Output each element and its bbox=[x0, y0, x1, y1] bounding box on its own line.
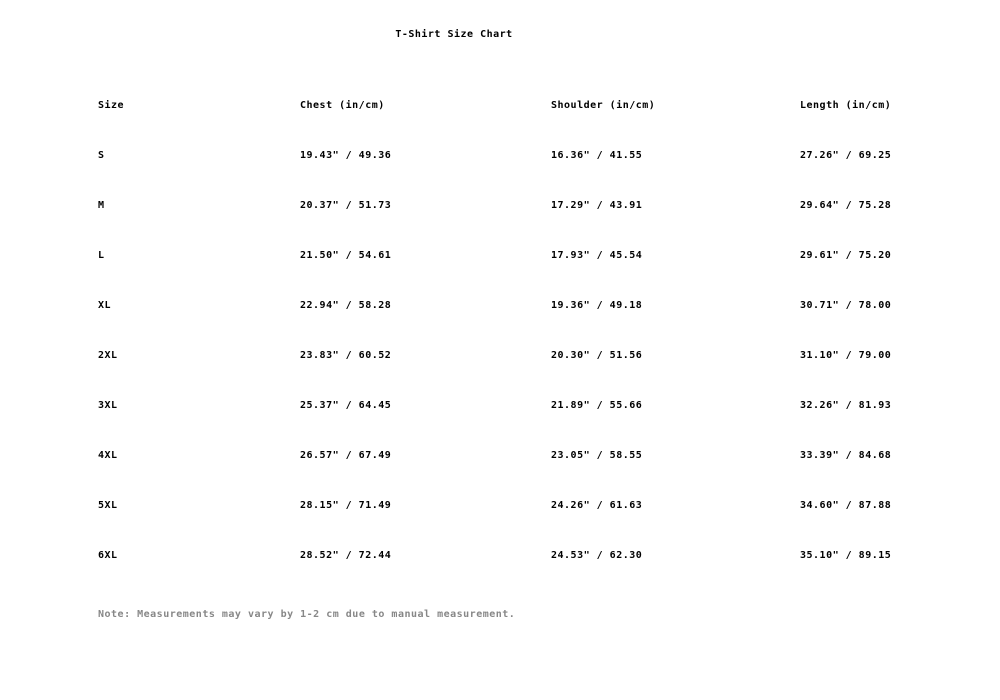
table-row bbox=[98, 530, 898, 580]
cell-shoulder: 16.36" / 41.55 bbox=[551, 149, 643, 161]
column-header-length: Length (in/cm) bbox=[800, 99, 892, 111]
cell-shoulder: 17.93" / 45.54 bbox=[551, 249, 643, 261]
cell-shoulder: 17.29" / 43.91 bbox=[551, 199, 643, 211]
cell-chest: 20.37" / 51.73 bbox=[300, 199, 392, 211]
cell-length: 27.26" / 69.25 bbox=[800, 149, 892, 161]
cell-size: 4XL bbox=[98, 449, 118, 461]
table-row bbox=[98, 230, 898, 280]
cell-length: 34.60" / 87.88 bbox=[800, 499, 892, 511]
cell-length: 29.64" / 75.28 bbox=[800, 199, 892, 211]
cell-size: 5XL bbox=[98, 499, 118, 511]
table-row bbox=[98, 130, 898, 180]
table-row bbox=[98, 380, 898, 430]
cell-size: M bbox=[98, 199, 105, 211]
cell-shoulder: 20.30" / 51.56 bbox=[551, 349, 643, 361]
cell-shoulder: 19.36" / 49.18 bbox=[551, 299, 643, 311]
cell-chest: 19.43" / 49.36 bbox=[300, 149, 392, 161]
cell-size: XL bbox=[98, 299, 112, 311]
cell-length: 29.61" / 75.20 bbox=[800, 249, 892, 261]
cell-size: 6XL bbox=[98, 549, 118, 561]
cell-length: 30.71" / 78.00 bbox=[800, 299, 892, 311]
cell-chest: 21.50" / 54.61 bbox=[300, 249, 392, 261]
cell-chest: 22.94" / 58.28 bbox=[300, 299, 392, 311]
cell-shoulder: 24.53" / 62.30 bbox=[551, 549, 643, 561]
cell-size: 2XL bbox=[98, 349, 118, 361]
measurement-note: Note: Measurements may vary by 1-2 cm due to manual measurement. bbox=[98, 609, 516, 620]
table-row bbox=[98, 330, 898, 380]
table-row bbox=[98, 430, 898, 480]
cell-length: 32.26" / 81.93 bbox=[800, 399, 892, 411]
page-title: T-Shirt Size Chart bbox=[395, 29, 513, 40]
cell-chest: 25.37" / 64.45 bbox=[300, 399, 392, 411]
table-row bbox=[98, 180, 898, 230]
cell-shoulder: 24.26" / 61.63 bbox=[551, 499, 643, 511]
cell-length: 31.10" / 79.00 bbox=[800, 349, 892, 361]
table-row bbox=[98, 280, 898, 330]
cell-size: 3XL bbox=[98, 399, 118, 411]
cell-chest: 28.52" / 72.44 bbox=[300, 549, 392, 561]
cell-shoulder: 23.05" / 58.55 bbox=[551, 449, 643, 461]
column-header-chest: Chest (in/cm) bbox=[300, 99, 385, 111]
table-row bbox=[98, 480, 898, 530]
cell-size: S bbox=[98, 149, 105, 161]
cell-size: L bbox=[98, 249, 105, 261]
cell-shoulder: 21.89" / 55.66 bbox=[551, 399, 643, 411]
cell-length: 35.10" / 89.15 bbox=[800, 549, 892, 561]
cell-chest: 26.57" / 67.49 bbox=[300, 449, 392, 461]
table-header-row bbox=[98, 80, 898, 130]
cell-chest: 23.83" / 60.52 bbox=[300, 349, 392, 361]
column-header-shoulder: Shoulder (in/cm) bbox=[551, 99, 656, 111]
size-table bbox=[98, 80, 898, 580]
column-header-size: Size bbox=[98, 99, 125, 111]
cell-chest: 28.15" / 71.49 bbox=[300, 499, 392, 511]
cell-length: 33.39" / 84.68 bbox=[800, 449, 892, 461]
